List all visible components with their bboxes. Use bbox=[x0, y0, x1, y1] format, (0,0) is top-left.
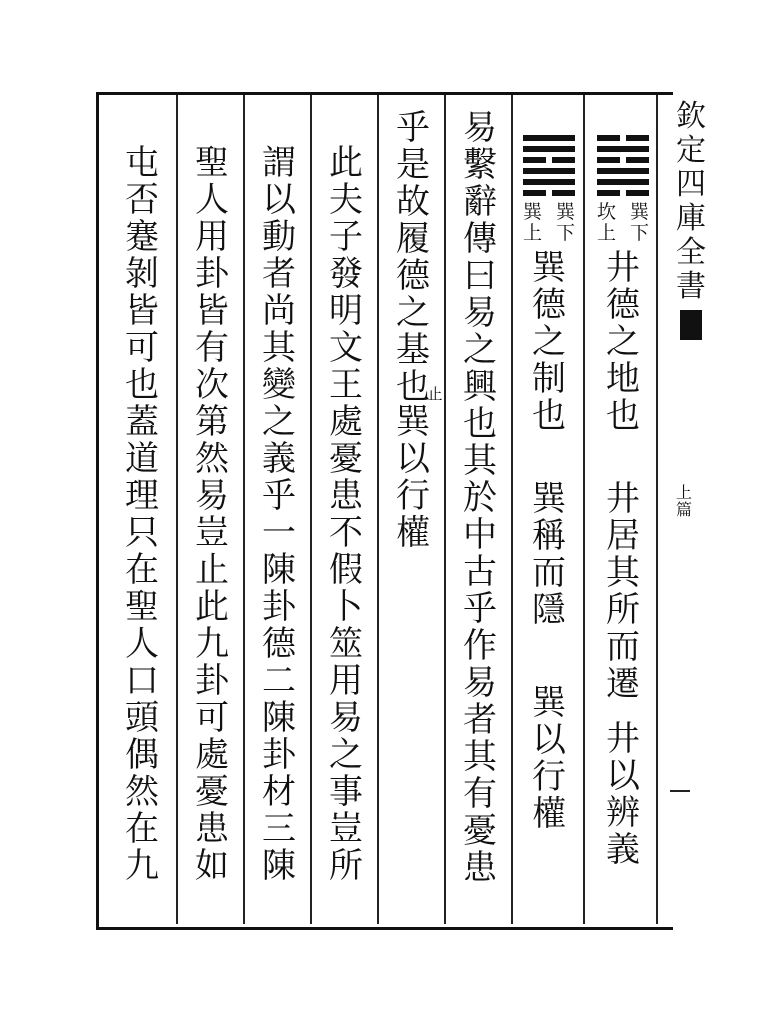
text-column-7 bbox=[183, 145, 241, 885]
text-segment: 井 居 其 所 而 遷 bbox=[606, 479, 640, 704]
trigram-lower-label: 巽 上 bbox=[522, 201, 542, 244]
text-segment: 巽 德 之 制 也 bbox=[532, 248, 566, 436]
text-segment: 此 夫 子 發 明 文 王 處 憂 患 不 假 卜 筮 用 易 之 事 豈 所 bbox=[329, 143, 363, 886]
trigram-lower-label: 坎 上 bbox=[596, 201, 616, 244]
column-rule bbox=[310, 95, 312, 924]
text-column-6 bbox=[250, 145, 308, 885]
fish-tail-icon bbox=[680, 310, 702, 340]
margin-title bbox=[676, 100, 706, 346]
trigram-upper-label: 巽 下 bbox=[630, 201, 650, 244]
text-column-3 bbox=[451, 110, 509, 887]
column-rule bbox=[243, 95, 245, 924]
column-rule bbox=[583, 95, 585, 924]
column-rule bbox=[656, 95, 658, 924]
column-rule bbox=[377, 95, 379, 924]
text-column-2 bbox=[518, 135, 580, 833]
section-label: 上 篇 bbox=[676, 483, 693, 519]
text-segment: 易 繫 辭 傳 曰 易 之 興 也 其 於 中 古 乎 作 易 者 其 有 憂 患 bbox=[463, 108, 497, 888]
text-segment: 井 以 辨 義 bbox=[606, 719, 640, 870]
column-rule bbox=[176, 95, 178, 924]
annotation-note: 止 bbox=[427, 385, 443, 403]
margin-tick bbox=[670, 790, 690, 792]
text-segment: 井 德 之 地 也 bbox=[606, 248, 640, 436]
column-rule bbox=[511, 95, 513, 924]
text-column-8 bbox=[110, 145, 174, 885]
trigram-upper-label: 巽 下 bbox=[556, 201, 576, 244]
trigram-labels bbox=[597, 202, 649, 244]
text-column-4 bbox=[384, 110, 442, 552]
text-segment: 巽 以 行 權 bbox=[532, 683, 566, 834]
text-column-1 bbox=[592, 135, 654, 869]
trigram-labels bbox=[523, 202, 575, 244]
column-rule bbox=[444, 95, 446, 924]
text-segment: 聖 人 用 卦 皆 有 次 第 然 易 豈 止 此 九 卦 可 處 憂 患 如 bbox=[195, 143, 229, 886]
text-segment: 乎 是 故 履 德 之 基 也 bbox=[396, 108, 430, 407]
text-column-5 bbox=[317, 145, 375, 885]
hexagram-xun-symbol bbox=[523, 135, 575, 196]
hexagram-jing-symbol bbox=[597, 135, 649, 196]
text-segment: 巽 稱 而 隱 bbox=[532, 479, 566, 630]
text-segment: 謂 以 動 者 尚 其 變 之 義 乎 一 陳 卦 德 二 陳 卦 材 三 陳 bbox=[262, 143, 296, 886]
library-title: 欽 定 四 庫 全 書 bbox=[676, 99, 706, 304]
text-segment: 巽 以 行 權 bbox=[396, 402, 430, 553]
text-segment: 屯 否 蹇 剝 皆 可 也 蓋 道 理 只 在 聖 人 口 頭 偶 然 在 九 bbox=[125, 143, 159, 886]
